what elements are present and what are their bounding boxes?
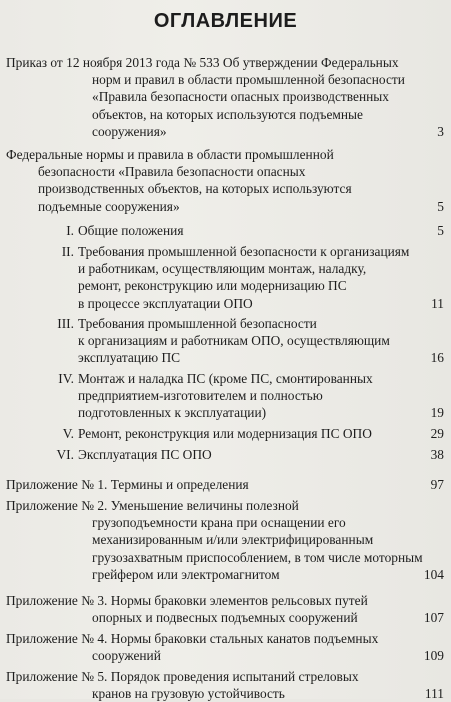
toc-page-number: 38: [430, 447, 444, 462]
toc-entry-number: II.: [61, 244, 74, 259]
toc-entry-line: сооружений: [92, 648, 161, 664]
toc-entry-line: Требования промышленной безопасности: [78, 316, 317, 331]
toc-entry-line: Приложение № 2. Уменьшение величины полезной: [6, 498, 299, 513]
toc-entry-line: грузозахватным приспособлением, в том числе моторным: [92, 549, 423, 565]
toc-page-number: 104: [423, 566, 444, 582]
toc-entry-line: Требования промышленной безопасности к организациям: [78, 244, 410, 259]
toc-entry-line: Приложение № 5. Порядок проведения испытаний стреловых: [6, 669, 359, 684]
toc-entry-line: предприятием-изготовителем и полностью: [78, 388, 323, 404]
toc-entry-line: Монтаж и наладка ПС (кроме ПС, смонтированных: [78, 371, 373, 386]
toc-entry-number: IV.: [58, 371, 74, 386]
toc-entry-line: Ремонт, реконструкция или модернизация ПС ОПО: [78, 426, 372, 441]
toc-entry-number: III.: [57, 316, 74, 331]
toc-entry-line: безопасности «Правила безопасности опасных: [38, 164, 306, 180]
toc-entry-line: эксплуатацию ПС: [78, 350, 181, 366]
toc-entry-line: Федеральные нормы и правила в области промышленной: [6, 147, 334, 162]
toc-page-number: 97: [430, 477, 444, 492]
toc-page-number: 5: [437, 223, 444, 238]
toc-entry-number: VI.: [56, 447, 74, 462]
toc-entry-line: Эксплуатация ПС ОПО: [78, 447, 212, 462]
toc-entry-line: сооружения»: [92, 123, 167, 139]
toc-page-number: 11: [431, 295, 444, 311]
toc-entry-line: Приложение № 1. Термины и определения: [6, 477, 249, 492]
toc-page-number: 29: [430, 426, 444, 441]
toc-page-number: 111: [424, 686, 444, 702]
toc-entry-line: норм и правил в области промышленной безопасности: [92, 72, 405, 88]
toc-entry-line: Приказ от 12 ноября 2013 года № 533 Об утверждении Федеральных: [6, 55, 399, 70]
toc-entry-line: Приложение № 3. Нормы браковки элементов рельсовых путей: [6, 593, 368, 608]
toc-page-number: 109: [423, 648, 444, 664]
toc-page-number: 16: [430, 350, 444, 366]
toc-entry-line: «Правила безопасности опасных производственных: [92, 89, 389, 105]
toc-entry-number: I.: [66, 223, 74, 238]
toc-page-number: 5: [437, 198, 444, 214]
toc-entry-line: кранов на грузовую устойчивость: [92, 686, 285, 702]
toc-entry-line: и работникам, осуществляющим монтаж, наладку,: [78, 261, 367, 277]
toc-entry-line: механизированным и/или электрифицированным: [92, 532, 374, 548]
toc-entry-line: грузоподъемности крана при оснащении его: [92, 515, 346, 531]
toc-entry-line: опорных и подвесных подъемных сооружений: [92, 610, 358, 626]
page-title: ОГЛАВЛЕНИЕ: [153, 10, 298, 32]
toc-entry-line: объектов, на которых используются подъемные: [92, 106, 363, 122]
toc-entry-line: ремонт, реконструкцию или модернизацию ПС: [78, 278, 347, 294]
toc-entry-line: производственных объектов, на которых используются: [38, 181, 352, 197]
toc-entry-line: в процессе эксплуатации ОПО: [78, 295, 253, 311]
toc-entry-line: к организациям и работникам ОПО, осуществляющим: [78, 333, 390, 349]
toc-entry-line: подъемные сооружения»: [38, 198, 180, 214]
toc-entry-line: Общие положения: [78, 223, 184, 238]
toc-entry-number: V.: [62, 426, 74, 441]
toc-entry-line: Приложение № 4. Нормы браковки стальных канатов подъемных: [6, 631, 379, 646]
toc-page-number: 107: [423, 610, 444, 626]
toc-page-number: 19: [430, 405, 444, 421]
toc-entry-line: подготовленных к эксплуатации): [78, 405, 267, 421]
toc-page-number: 3: [437, 123, 444, 139]
toc-entry-line: грейфером или электромагнитом: [92, 566, 280, 582]
